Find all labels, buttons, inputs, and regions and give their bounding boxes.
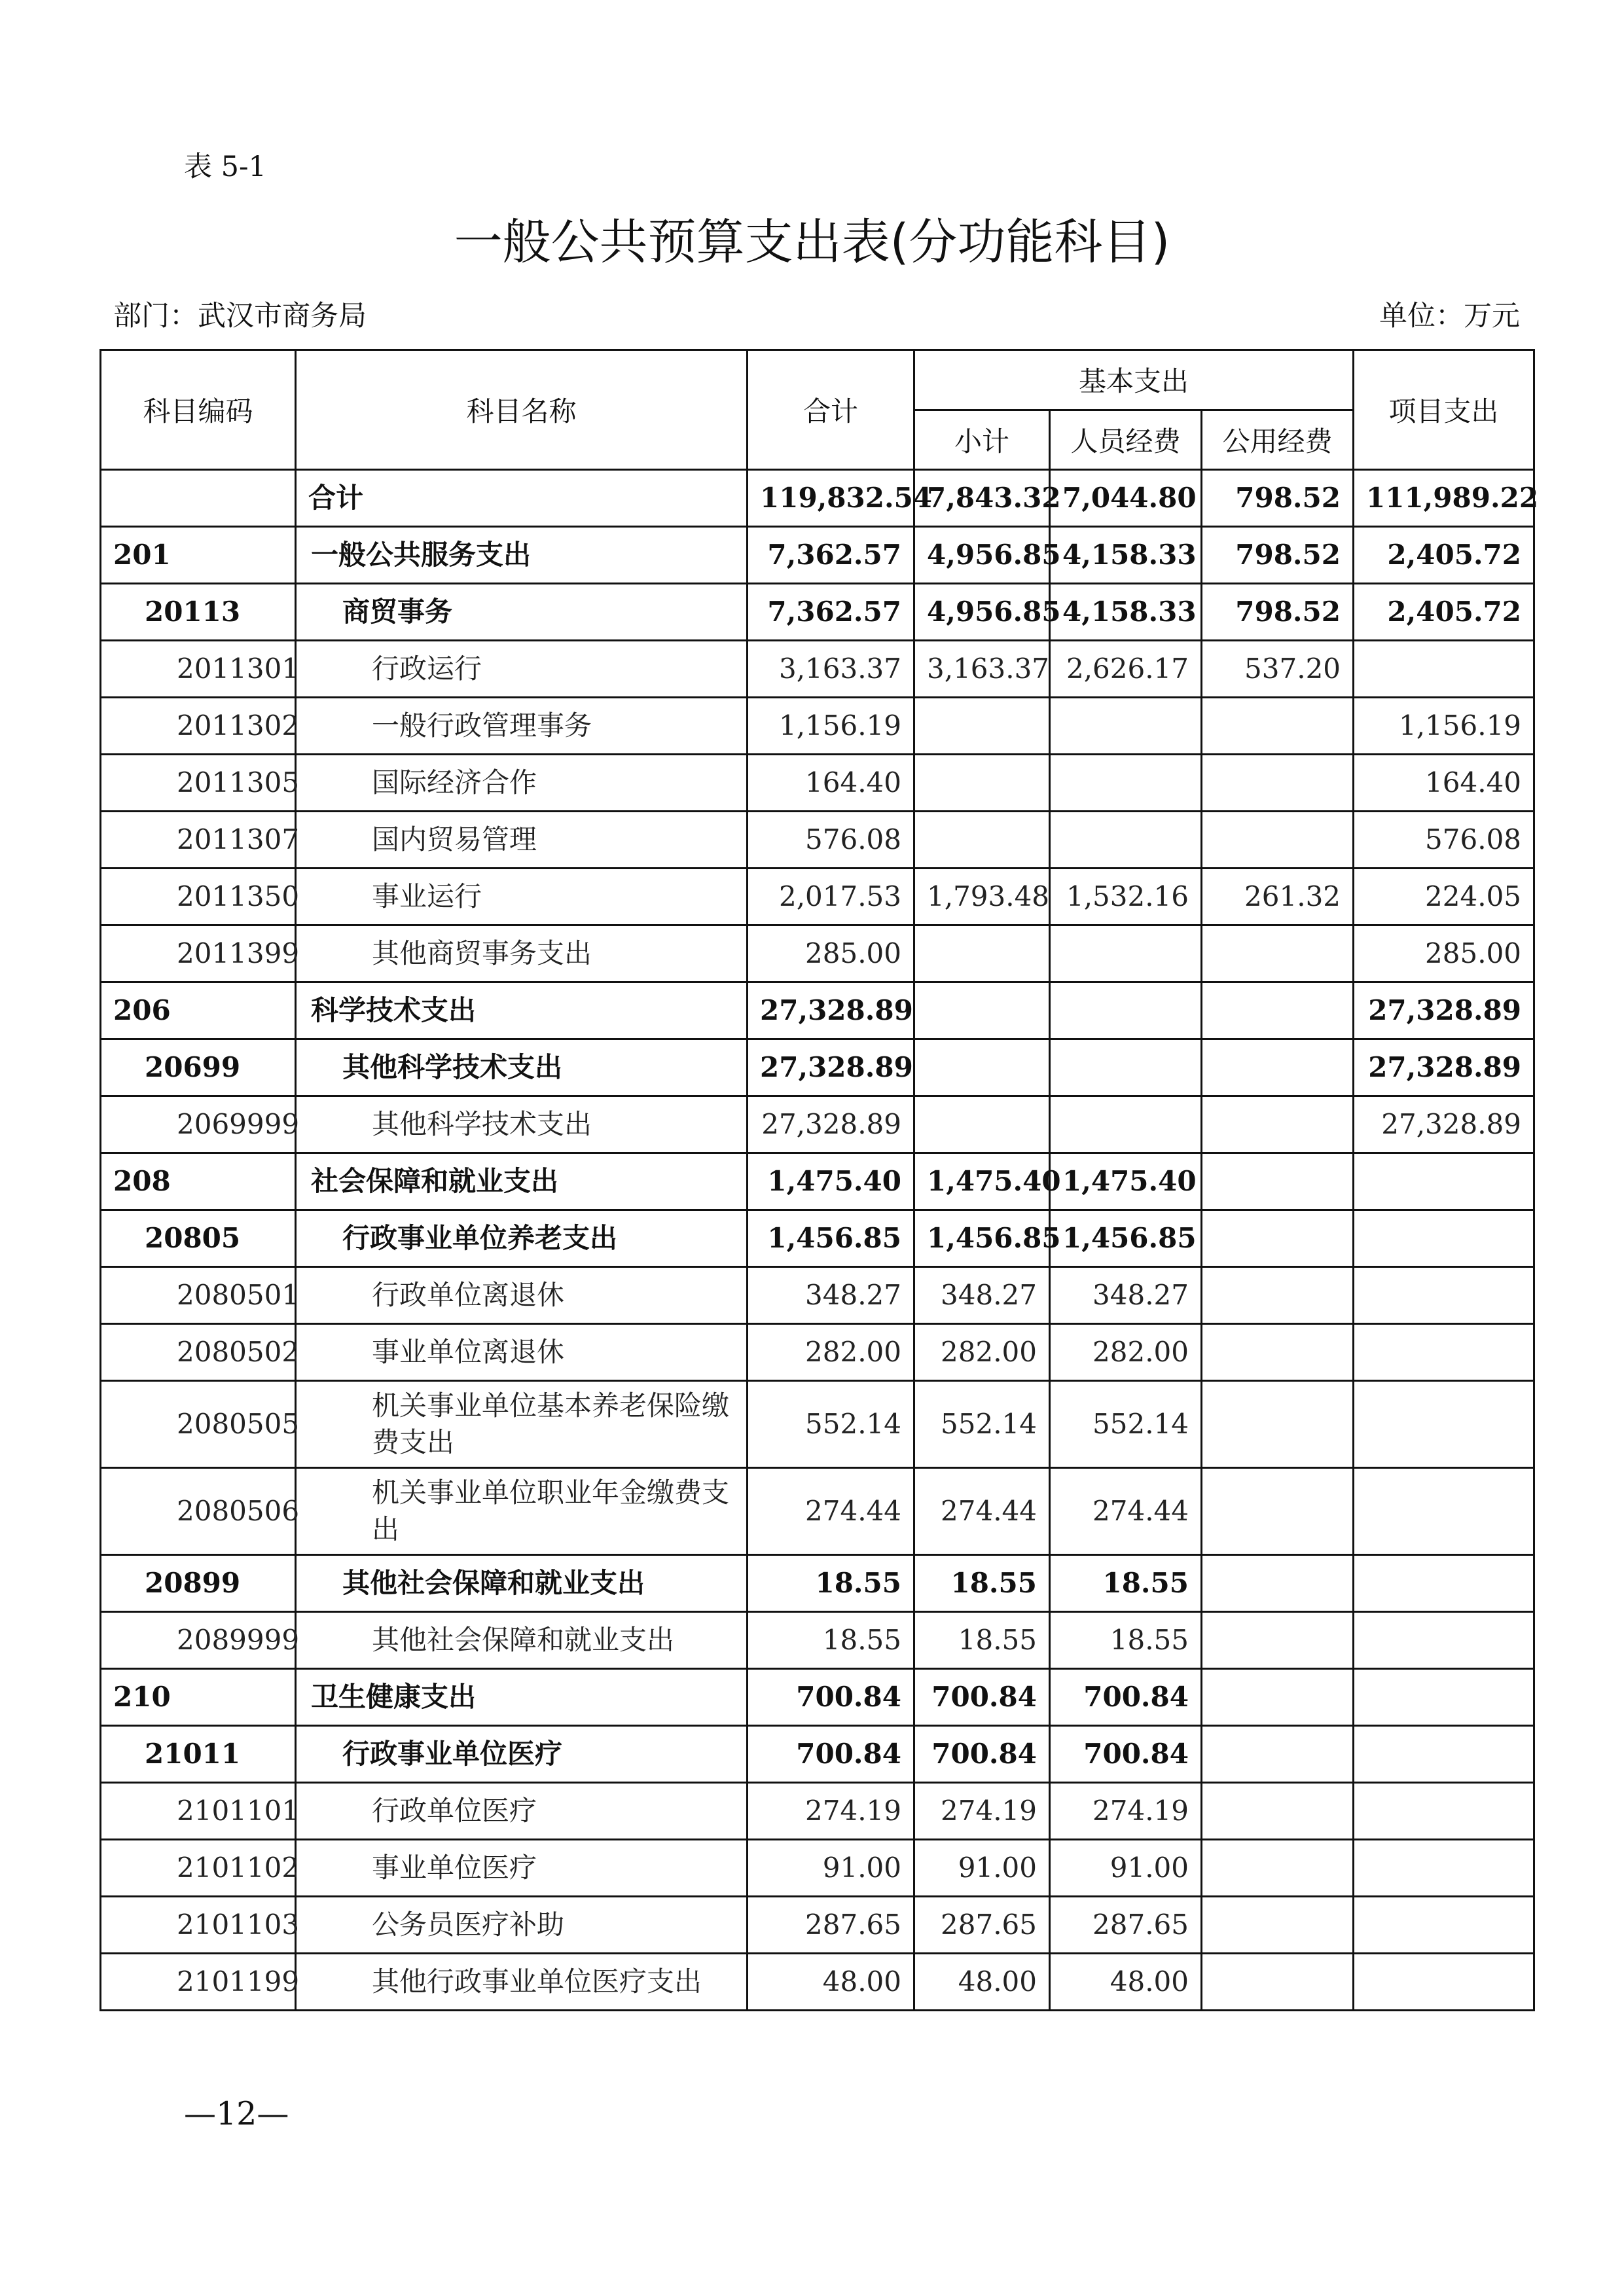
cell-personnel: 48.00 (1050, 1954, 1202, 2011)
cell-total: 7,362.57 (748, 527, 914, 584)
table-body (101, 470, 1539, 2011)
header-code: 科目编码 (101, 350, 296, 470)
cell-project: 2,405.72 (1354, 527, 1534, 584)
cell-subtotal: 4,956.85 (914, 527, 1050, 584)
cell-subtotal: 274.19 (914, 1783, 1050, 1840)
cell-personnel (1050, 1039, 1202, 1096)
cell-subtotal: 700.84 (914, 1726, 1050, 1783)
cell-subtotal: 18.55 (914, 1555, 1050, 1612)
table-row (101, 1897, 1534, 1954)
cell-code: 2101101 (101, 1783, 296, 1840)
table-row (101, 1612, 1534, 1669)
cell-subtotal (914, 925, 1050, 982)
cell-name: 事业运行 (296, 869, 748, 925)
table-row (101, 1783, 1534, 1840)
cell-subtotal: 282.00 (914, 1324, 1050, 1381)
cell-total: 119,832.54 (748, 470, 914, 527)
header-total: 合计 (748, 350, 914, 470)
cell-subtotal (914, 698, 1050, 755)
cell-name: 行政单位离退休 (296, 1267, 748, 1324)
cell-personnel (1050, 812, 1202, 869)
cell-total: 1,456.85 (748, 1210, 914, 1267)
cell-subtotal: 91.00 (914, 1840, 1050, 1897)
table-header (101, 350, 1534, 470)
cell-name: 其他社会保障和就业支出 (296, 1555, 748, 1612)
cell-subtotal: 7,843.32 (914, 470, 1050, 527)
cell-project (1354, 1612, 1534, 1669)
cell-project (1354, 1555, 1534, 1612)
cell-code: 2069999 (101, 1096, 296, 1153)
cell-public (1202, 1096, 1354, 1153)
cell-code: 2080502 (101, 1324, 296, 1381)
cell-personnel: 274.44 (1050, 1468, 1202, 1555)
budget-table (99, 349, 1539, 2011)
cell-total: 18.55 (748, 1612, 914, 1669)
table-row (101, 1381, 1534, 1468)
cell-personnel: 2,626.17 (1050, 641, 1202, 698)
cell-project: 2,405.72 (1354, 584, 1534, 641)
cell-subtotal (914, 982, 1050, 1039)
cell-name: 机关事业单位基本养老保险缴费支出 (296, 1381, 748, 1468)
cell-code: 2101102 (101, 1840, 296, 1897)
cell-personnel (1050, 1096, 1202, 1153)
cell-code: 20699 (101, 1039, 296, 1096)
cell-total: 274.19 (748, 1783, 914, 1840)
cell-project (1354, 1324, 1534, 1381)
cell-code: 208 (101, 1153, 296, 1210)
cell-project: 27,328.89 (1354, 1039, 1534, 1096)
cell-subtotal (914, 812, 1050, 869)
cell-total: 1,475.40 (748, 1153, 914, 1210)
cell-name: 行政事业单位养老支出 (296, 1210, 748, 1267)
cell-project (1354, 1669, 1534, 1726)
cell-name: 其他科学技术支出 (296, 1039, 748, 1096)
cell-public (1202, 1324, 1354, 1381)
cell-name: 一般行政管理事务 (296, 698, 748, 755)
cell-subtotal: 18.55 (914, 1612, 1050, 1669)
cell-name: 行政事业单位医疗 (296, 1726, 748, 1783)
cell-code: 20805 (101, 1210, 296, 1267)
cell-code: 21011 (101, 1726, 296, 1783)
cell-total: 27,328.89 (748, 982, 914, 1039)
table-row (101, 1840, 1534, 1897)
table-row (101, 470, 1534, 527)
cell-personnel (1050, 982, 1202, 1039)
cell-subtotal: 4,956.85 (914, 584, 1050, 641)
cell-name: 社会保障和就业支出 (296, 1153, 748, 1210)
table-label: 表 5-1 (184, 151, 266, 183)
cell-total: 700.84 (748, 1726, 914, 1783)
cell-name: 其他行政事业单位医疗支出 (296, 1954, 748, 2011)
cell-personnel: 282.00 (1050, 1324, 1202, 1381)
cell-public (1202, 1783, 1354, 1840)
cell-project (1354, 641, 1534, 698)
cell-subtotal: 348.27 (914, 1267, 1050, 1324)
cell-project: 285.00 (1354, 925, 1534, 982)
cell-code: 2011399 (101, 925, 296, 982)
cell-code: 2011302 (101, 698, 296, 755)
cell-public (1202, 1267, 1354, 1324)
cell-name: 事业单位医疗 (296, 1840, 748, 1897)
cell-project (1354, 1954, 1534, 2011)
header-subtotal: 小计 (914, 410, 1050, 470)
table-row (101, 869, 1534, 925)
cell-personnel: 4,158.33 (1050, 584, 1202, 641)
table-row (101, 584, 1534, 641)
cell-subtotal (914, 755, 1050, 812)
cell-project (1354, 1468, 1534, 1555)
table-row (101, 982, 1534, 1039)
cell-subtotal: 274.44 (914, 1468, 1050, 1555)
cell-subtotal: 48.00 (914, 1954, 1050, 2011)
header-personnel: 人员经费 (1050, 410, 1202, 470)
cell-total: 700.84 (748, 1669, 914, 1726)
cell-name: 事业单位离退休 (296, 1324, 748, 1381)
cell-total: 285.00 (748, 925, 914, 982)
cell-public (1202, 1612, 1354, 1669)
cell-total: 91.00 (748, 1840, 914, 1897)
cell-personnel (1050, 755, 1202, 812)
cell-name: 国内贸易管理 (296, 812, 748, 869)
cell-subtotal: 3,163.37 (914, 641, 1050, 698)
cell-subtotal: 287.65 (914, 1897, 1050, 1954)
cell-name: 科学技术支出 (296, 982, 748, 1039)
cell-personnel: 1,532.16 (1050, 869, 1202, 925)
cell-code: 2101103 (101, 1897, 296, 1954)
cell-personnel: 348.27 (1050, 1267, 1202, 1324)
cell-personnel (1050, 925, 1202, 982)
header-name: 科目名称 (296, 350, 748, 470)
cell-public: 537.20 (1202, 641, 1354, 698)
cell-public (1202, 698, 1354, 755)
cell-project (1354, 1897, 1534, 1954)
cell-personnel: 1,475.40 (1050, 1153, 1202, 1210)
cell-code: 2080505 (101, 1381, 296, 1468)
cell-project (1354, 1381, 1534, 1468)
unit-label: 单位：万元 (1379, 300, 1520, 332)
cell-subtotal: 1,793.48 (914, 869, 1050, 925)
cell-code: 2089999 (101, 1612, 296, 1669)
cell-personnel: 287.65 (1050, 1897, 1202, 1954)
header-project: 项目支出 (1354, 350, 1534, 470)
cell-personnel (1050, 698, 1202, 755)
cell-public (1202, 1153, 1354, 1210)
cell-code: 201 (101, 527, 296, 584)
cell-project: 576.08 (1354, 812, 1534, 869)
table-row (101, 925, 1534, 982)
header-public: 公用经费 (1202, 410, 1354, 470)
cell-name: 其他科学技术支出 (296, 1096, 748, 1153)
cell-public (1202, 1039, 1354, 1096)
cell-public: 798.52 (1202, 527, 1354, 584)
table-row (101, 1210, 1534, 1267)
cell-subtotal (914, 1039, 1050, 1096)
cell-total: 576.08 (748, 812, 914, 869)
table-row (101, 641, 1534, 698)
table-row (101, 755, 1534, 812)
cell-name: 国际经济合作 (296, 755, 748, 812)
cell-code (101, 470, 296, 527)
cell-public (1202, 1381, 1354, 1468)
cell-project (1354, 1267, 1534, 1324)
cell-subtotal (914, 1096, 1050, 1153)
cell-project (1354, 1726, 1534, 1783)
cell-subtotal: 1,456.85 (914, 1210, 1050, 1267)
cell-total: 287.65 (748, 1897, 914, 1954)
page-title: 一般公共预算支出表(分功能科目) (454, 214, 1170, 270)
cell-project (1354, 1840, 1534, 1897)
table-row (101, 1555, 1534, 1612)
table-row (101, 1669, 1534, 1726)
table-row (101, 1267, 1534, 1324)
cell-subtotal: 552.14 (914, 1381, 1050, 1468)
cell-public (1202, 1954, 1354, 2011)
cell-total: 48.00 (748, 1954, 914, 2011)
cell-total: 18.55 (748, 1555, 914, 1612)
cell-project: 164.40 (1354, 755, 1534, 812)
cell-project: 27,328.89 (1354, 982, 1534, 1039)
table-row (101, 1726, 1534, 1783)
cell-total: 27,328.89 (748, 1039, 914, 1096)
cell-code: 2011350 (101, 869, 296, 925)
cell-total: 274.44 (748, 1468, 914, 1555)
cell-name: 卫生健康支出 (296, 1669, 748, 1726)
cell-personnel: 552.14 (1050, 1381, 1202, 1468)
cell-name: 机关事业单位职业年金缴费支出 (296, 1468, 748, 1555)
cell-subtotal: 1,475.40 (914, 1153, 1050, 1210)
cell-name: 行政单位医疗 (296, 1783, 748, 1840)
cell-public: 798.52 (1202, 470, 1354, 527)
cell-name: 一般公共服务支出 (296, 527, 748, 584)
cell-public (1202, 1726, 1354, 1783)
cell-total: 282.00 (748, 1324, 914, 1381)
cell-name: 其他社会保障和就业支出 (296, 1612, 748, 1669)
cell-public (1202, 1840, 1354, 1897)
page-number: —12— (184, 2095, 289, 2132)
cell-code: 20899 (101, 1555, 296, 1612)
cell-personnel: 18.55 (1050, 1612, 1202, 1669)
cell-total: 27,328.89 (748, 1096, 914, 1153)
cell-name: 其他商贸事务支出 (296, 925, 748, 982)
cell-total: 552.14 (748, 1381, 914, 1468)
cell-total: 164.40 (748, 755, 914, 812)
cell-project: 1,156.19 (1354, 698, 1534, 755)
cell-public (1202, 755, 1354, 812)
cell-total: 1,156.19 (748, 698, 914, 755)
cell-total: 7,362.57 (748, 584, 914, 641)
cell-name: 商贸事务 (296, 584, 748, 641)
table-row (101, 527, 1534, 584)
cell-public (1202, 1468, 1354, 1555)
cell-project: 111,989.22 (1354, 470, 1534, 527)
cell-public (1202, 1210, 1354, 1267)
table-row (101, 1096, 1534, 1153)
cell-name: 合计 (296, 470, 748, 527)
cell-code: 2011305 (101, 755, 296, 812)
cell-personnel: 18.55 (1050, 1555, 1202, 1612)
table-row (101, 698, 1534, 755)
cell-subtotal: 700.84 (914, 1669, 1050, 1726)
cell-code: 2080501 (101, 1267, 296, 1324)
table-row (101, 812, 1534, 869)
cell-personnel: 274.19 (1050, 1783, 1202, 1840)
table-row (101, 1153, 1534, 1210)
cell-public: 261.32 (1202, 869, 1354, 925)
cell-total: 348.27 (748, 1267, 914, 1324)
cell-public (1202, 925, 1354, 982)
cell-personnel: 1,456.85 (1050, 1210, 1202, 1267)
cell-name: 公务员医疗补助 (296, 1897, 748, 1954)
cell-code: 20113 (101, 584, 296, 641)
table-row (101, 1468, 1534, 1555)
cell-public: 798.52 (1202, 584, 1354, 641)
cell-public (1202, 1669, 1354, 1726)
cell-project: 224.05 (1354, 869, 1534, 925)
department-label: 部门：武汉市商务局 (113, 300, 367, 332)
cell-project (1354, 1153, 1534, 1210)
cell-code: 2101199 (101, 1954, 296, 2011)
table-row (101, 1954, 1534, 2011)
cell-personnel: 700.84 (1050, 1726, 1202, 1783)
cell-name: 行政运行 (296, 641, 748, 698)
cell-public (1202, 1555, 1354, 1612)
cell-personnel: 7,044.80 (1050, 470, 1202, 527)
cell-personnel: 91.00 (1050, 1840, 1202, 1897)
cell-public (1202, 1897, 1354, 1954)
cell-project (1354, 1210, 1534, 1267)
cell-project (1354, 1783, 1534, 1840)
cell-total: 2,017.53 (748, 869, 914, 925)
cell-code: 2011307 (101, 812, 296, 869)
cell-code: 2011301 (101, 641, 296, 698)
cell-personnel: 4,158.33 (1050, 527, 1202, 584)
cell-code: 2080506 (101, 1468, 296, 1555)
cell-total: 3,163.37 (748, 641, 914, 698)
info-row (113, 296, 1520, 336)
cell-project: 27,328.89 (1354, 1096, 1534, 1153)
cell-public (1202, 812, 1354, 869)
table-row (101, 1324, 1534, 1381)
header-basic: 基本支出 (914, 350, 1354, 410)
cell-code: 206 (101, 982, 296, 1039)
cell-code: 210 (101, 1669, 296, 1726)
table-row (101, 1039, 1534, 1096)
cell-personnel: 700.84 (1050, 1669, 1202, 1726)
cell-public (1202, 982, 1354, 1039)
